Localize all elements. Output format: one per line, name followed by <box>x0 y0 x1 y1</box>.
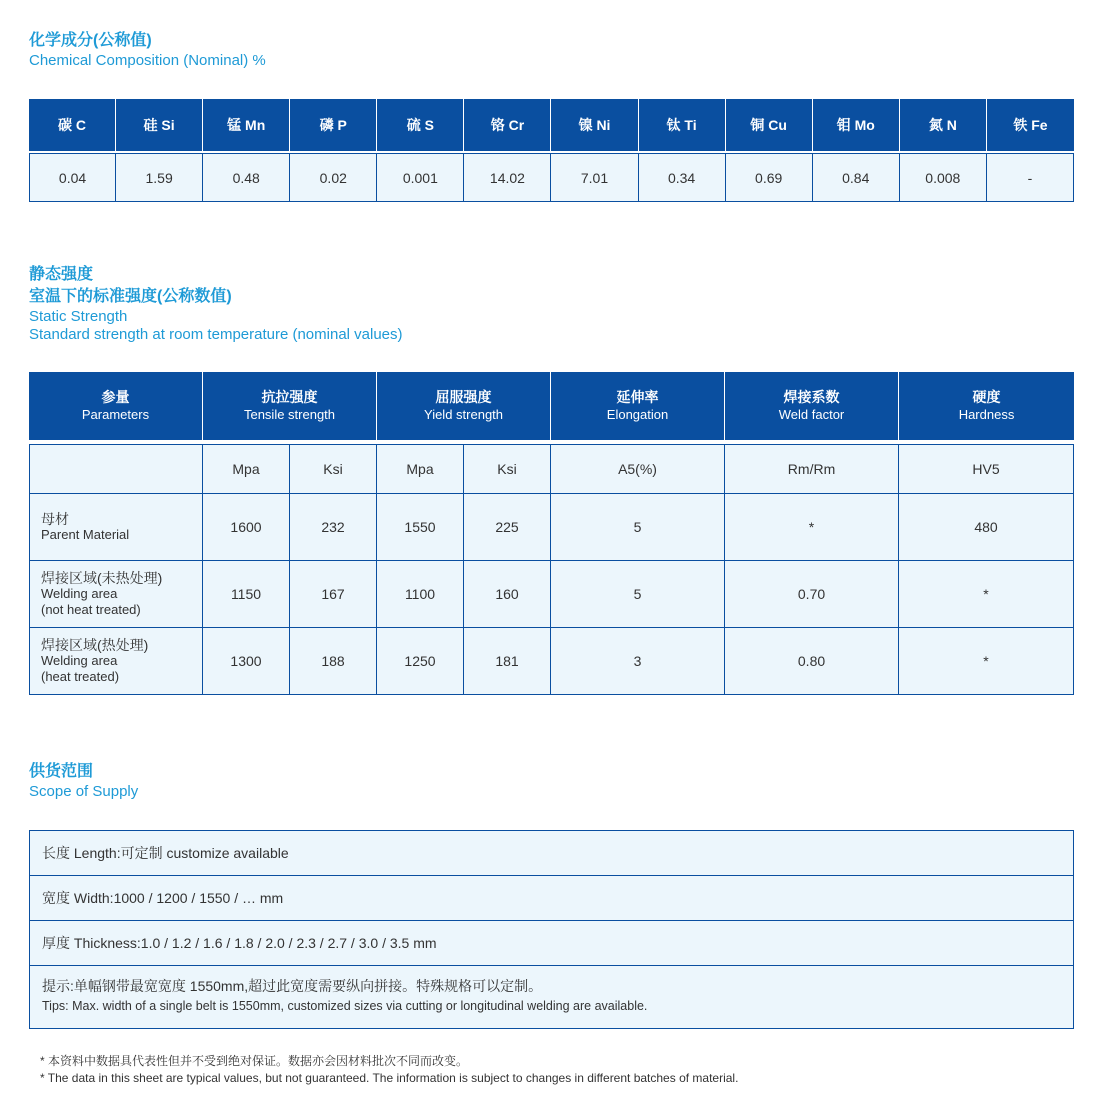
supply-width: 宽度 Width:1000 / 1200 / 1550 / … mm <box>30 876 1073 921</box>
unit-cell <box>29 444 203 494</box>
value-cell: 1150 <box>203 561 290 628</box>
header-yield-strength: 屈服强度 Yield strength <box>377 372 551 440</box>
value-cu: 0.69 <box>726 153 813 202</box>
value-si: 1.59 <box>116 153 203 202</box>
unit-cell: Mpa <box>203 444 290 494</box>
value-cell: 232 <box>290 494 377 561</box>
value-ti: 0.34 <box>639 153 726 202</box>
unit-cell: Mpa <box>377 444 464 494</box>
header-mo: 钼 Mo <box>813 99 900 151</box>
value-cell: 3 <box>551 628 725 695</box>
value-cell: 1100 <box>377 561 464 628</box>
header-elongation: 延伸率 Elongation <box>551 372 725 440</box>
param-cell: 焊接区域(未热处理) Welding area (not heat treated) <box>29 561 203 628</box>
header-fe: 铁 Fe <box>987 99 1074 151</box>
table-row <box>29 561 1074 628</box>
static-strength-table <box>29 372 1074 695</box>
strength-title-en2: Standard strength at room temperature (nominal values) <box>29 326 403 343</box>
value-n: 0.008 <box>900 153 987 202</box>
strength-section-title <box>29 264 403 344</box>
header-cr: 铬 Cr <box>464 99 551 151</box>
header-tensile-strength: 抗拉强度 Tensile strength <box>203 372 377 440</box>
supply-box <box>29 830 1074 1029</box>
supply-tip <box>30 966 1073 1028</box>
param-cell: 焊接区域(热处理) Welding area (heat treated) <box>29 628 203 695</box>
chemical-section-title <box>29 30 266 70</box>
value-cell: 1550 <box>377 494 464 561</box>
value-cell: * <box>899 628 1074 695</box>
value-cell: 1600 <box>203 494 290 561</box>
strength-header-row <box>29 372 1074 440</box>
header-parameters: 参量 Parameters <box>29 372 203 440</box>
strength-title-zh1: 静态强度 <box>29 266 94 283</box>
header-hardness: 硬度 Hardness <box>899 372 1074 440</box>
chemical-composition-table <box>29 99 1074 202</box>
units-row <box>29 444 1074 494</box>
table-row <box>29 494 1074 561</box>
chemical-title-en: Chemical Composition (Nominal) % <box>29 52 266 69</box>
value-cell: * <box>725 494 899 561</box>
chemical-header-row <box>29 99 1074 151</box>
value-cr: 14.02 <box>464 153 551 202</box>
header-weld-factor: 焊接系数 Weld factor <box>725 372 899 440</box>
header-c: 碳 C <box>29 99 116 151</box>
header-cu: 铜 Cu <box>726 99 813 151</box>
value-cell: * <box>899 561 1074 628</box>
unit-cell: Ksi <box>290 444 377 494</box>
header-ni: 镍 Ni <box>551 99 638 151</box>
footnote-zh: * 本资料中数据具代表性但并不受到绝对保证。数据亦会因材料批次不同而改变。 <box>40 1054 469 1068</box>
unit-cell: Rm/Rm <box>725 444 899 494</box>
value-fe: - <box>987 153 1074 202</box>
value-cell: 1300 <box>203 628 290 695</box>
footnote-en: * The data in this sheet are typical values, but not guaranteed. The information is subject to changes in different batches of material. <box>40 1071 739 1085</box>
value-mn: 0.48 <box>203 153 290 202</box>
value-cell: 5 <box>551 561 725 628</box>
supply-length: 长度 Length:可定制 customize available <box>30 831 1073 876</box>
strength-title-zh2: 室温下的标准强度(公称数值) <box>29 288 232 305</box>
value-cell: 0.70 <box>725 561 899 628</box>
unit-cell: Ksi <box>464 444 551 494</box>
supply-section-title <box>29 761 138 801</box>
footnote <box>40 1053 738 1087</box>
supply-title-en: Scope of Supply <box>29 783 139 800</box>
chemical-title-zh: 化学成分(公称值) <box>29 32 152 49</box>
header-p: 磷 P <box>290 99 377 151</box>
unit-cell: HV5 <box>899 444 1074 494</box>
value-cell: 5 <box>551 494 725 561</box>
header-n: 氮 N <box>900 99 987 151</box>
value-p: 0.02 <box>290 153 377 202</box>
value-s: 0.001 <box>377 153 464 202</box>
value-cell: 480 <box>899 494 1074 561</box>
value-cell: 160 <box>464 561 551 628</box>
value-cell: 167 <box>290 561 377 628</box>
supply-thickness: 厚度 Thickness:1.0 / 1.2 / 1.6 / 1.8 / 2.0 / 2.3 / 2.7 / 3.0 / 3.5 mm <box>30 921 1073 966</box>
header-ti: 钛 Ti <box>639 99 726 151</box>
supply-tip-zh: 提示:单幅钢带最宽宽度 1550mm,超过此宽度需要纵向拼接。特殊规格可以定制。 <box>42 978 543 994</box>
value-c: 0.04 <box>29 153 116 202</box>
unit-cell: A5(%) <box>551 444 725 494</box>
value-cell: 225 <box>464 494 551 561</box>
value-cell: 181 <box>464 628 551 695</box>
supply-title-zh: 供货范围 <box>29 763 94 780</box>
value-cell: 0.80 <box>725 628 899 695</box>
value-ni: 7.01 <box>551 153 638 202</box>
param-cell: 母材 Parent Material <box>29 494 203 561</box>
value-mo: 0.84 <box>813 153 900 202</box>
header-si: 硅 Si <box>116 99 203 151</box>
value-cell: 1250 <box>377 628 464 695</box>
header-mn: 锰 Mn <box>203 99 290 151</box>
chemical-values-row <box>29 153 1074 202</box>
strength-title-en1: Static Strength <box>29 308 128 325</box>
table-row <box>29 628 1074 695</box>
value-cell: 188 <box>290 628 377 695</box>
header-s: 硫 S <box>377 99 464 151</box>
supply-tip-en: Tips: Max. width of a single belt is 1550mm, customized sizes via cutting or longitudinal welding are available. <box>42 999 648 1013</box>
